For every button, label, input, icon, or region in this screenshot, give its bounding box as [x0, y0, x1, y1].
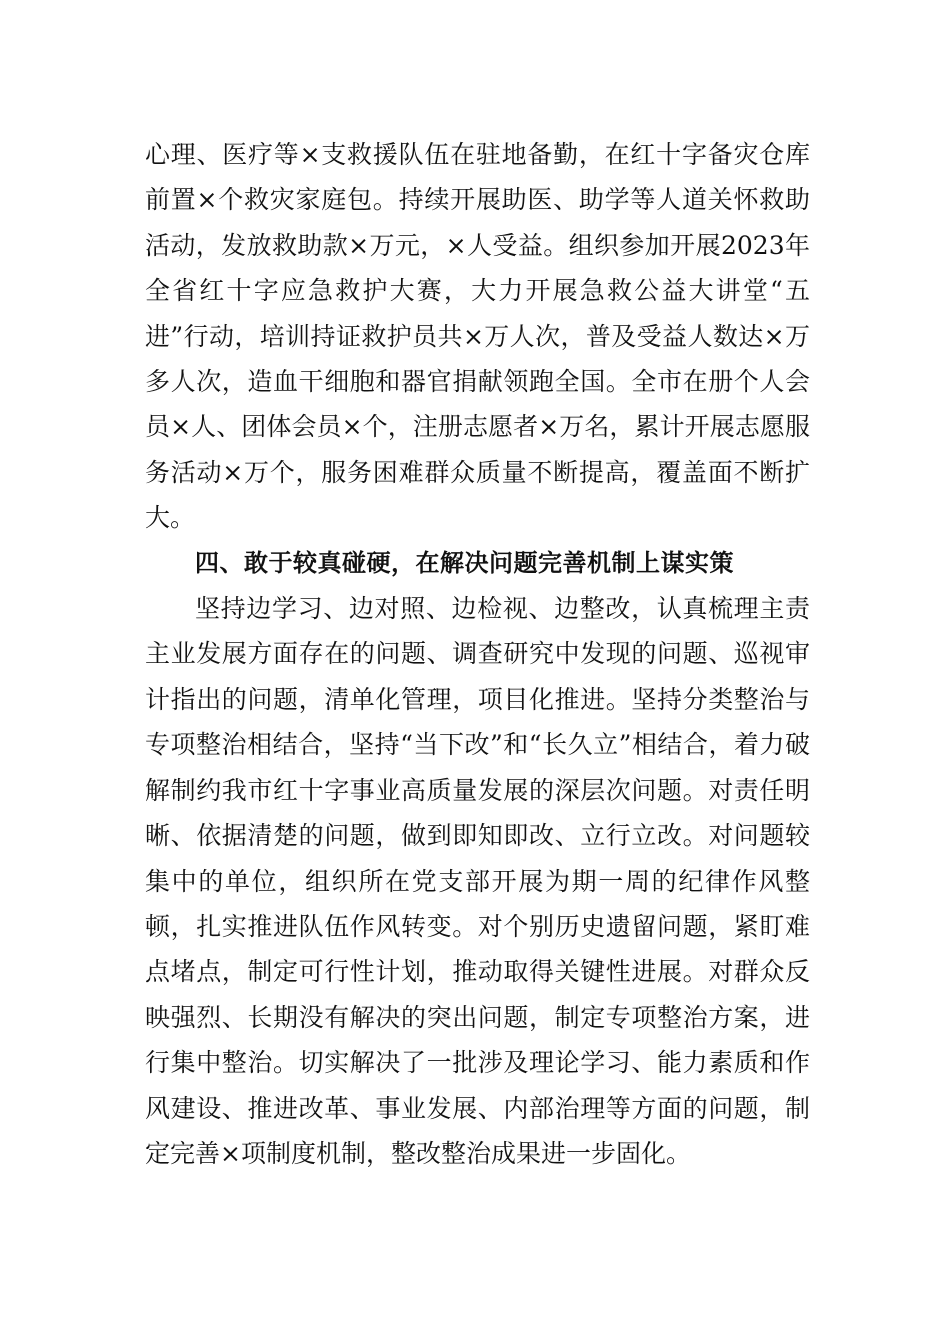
section-heading: 四、敢于较真碰硬，在解决问题完善机制上谋实策: [195, 548, 734, 577]
paragraph-continued: 心理、医疗等×支救援队伍在驻地备勤，在红十字备灾仓库前置×个救灾家庭包。持续开展助医、助学等人道关怀救助活动，发放救助款×万元，×人受益。组织参加开展2023年全省红十字应急救护大赛，大力开展急救公益大讲堂“五进”行动，培训持证救护员共×万人次，普及受益人数达×万多人次，造血干细胞和器官捐献领跑全国。全市在册个人会员×人、团体会员×个，注册志愿者×万名，累计开展志愿服务活动×万个，服务困难群众质量不断提高，覆盖面不断扩大。: [145, 140, 810, 533]
paragraph-body: 坚持边学习、边对照、边检视、边整改，认真梳理主责主业发展方面存在的问题、调查研究中发现的问题、巡视审计指出的问题，清单化管理，项目化推进。坚持分类整治与专项整治相结合，坚持“当下改”和“长久立”相结合，着力破解制约我市红十字事业高质量发展的深层次问题。对责任明晰、依据清楚的问题，做到即知即改、立行立改。对问题较集中的单位，组织所在党支部开展为期一周的纪律作风整顿，扎实推进队伍作风转变。对个别历史遗留问题，紧盯难点堵点，制定可行性计划，推动取得关键性进展。对群众反映强烈、长期没有解决的突出问题，制定专项整治方案，进行集中整治。切实解决了一批涉及理论学习、能力素质和作风建设、推进改革、事业发展、内部治理等方面的问题，制定完善×项制度机制，整改整治成果进一步固化。: [145, 594, 810, 1168]
document-body: [145, 132, 810, 1176]
